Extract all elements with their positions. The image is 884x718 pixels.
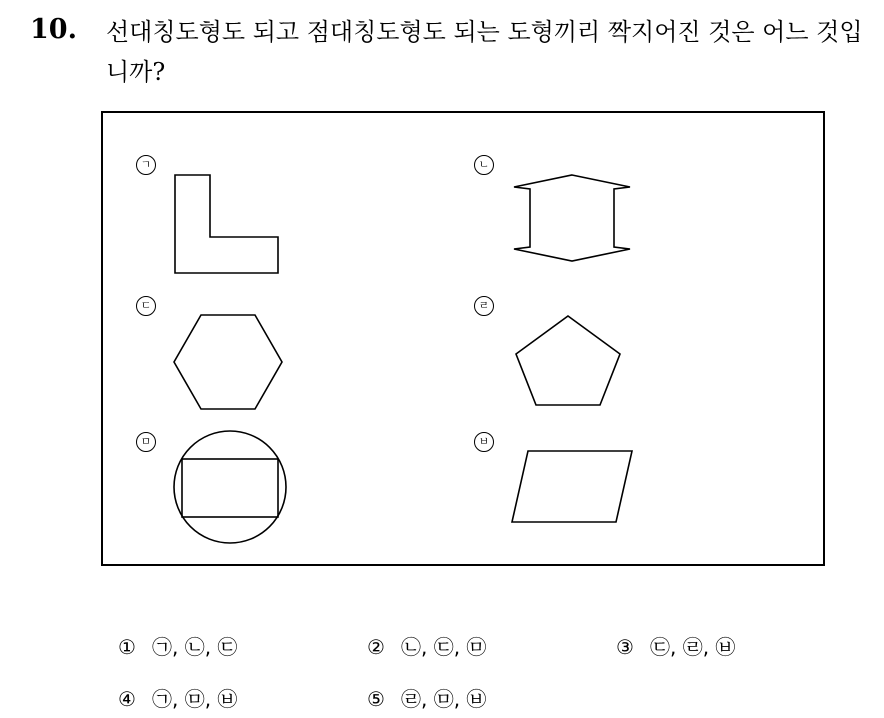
figure-label-e: ㅁ	[136, 432, 156, 452]
choice-number: ③	[616, 635, 634, 659]
choice-3[interactable]	[616, 634, 735, 660]
figure-label-c: ㄷ	[136, 296, 156, 316]
figure-label-b: ㄴ	[474, 155, 494, 175]
question-text: 선대칭도형도 되고 점대칭도형도 되는 도형끼리 짝지어진 것은 어느 것입니까?	[106, 18, 863, 86]
choice-number: ②	[367, 635, 385, 659]
choice-1[interactable]	[118, 634, 237, 660]
choice-text: ㉠, ㉡, ㉢	[152, 635, 238, 659]
inscribed-rectangle-figure	[182, 459, 278, 517]
choice-number: ①	[118, 635, 136, 659]
figure-box	[101, 111, 825, 566]
choice-text: ㉢, ㉣, ㉥	[650, 635, 736, 659]
l-shape-figure	[175, 175, 278, 273]
choice-5[interactable]	[367, 686, 486, 712]
choice-2[interactable]	[367, 634, 486, 660]
question-number: 10.	[30, 14, 77, 45]
choice-number: ④	[118, 687, 136, 711]
figure-label-a: ㄱ	[136, 155, 156, 175]
pentagon-figure	[516, 316, 620, 405]
arrow-hexagon-figure	[514, 175, 630, 261]
figure-label-f: ㅂ	[474, 432, 494, 452]
choice-text: ㉡, ㉢, ㉤	[401, 635, 487, 659]
choice-4[interactable]	[118, 686, 237, 712]
circle-figure	[174, 431, 286, 543]
hexagon-figure	[174, 315, 282, 409]
figure-label-d: ㄹ	[474, 296, 494, 316]
figures-drawing	[103, 113, 823, 564]
choice-number: ⑤	[367, 687, 385, 711]
parallelogram-figure	[512, 451, 632, 522]
choice-text: ㉣, ㉤, ㉥	[401, 687, 487, 711]
choice-text: ㉠, ㉤, ㉥	[152, 687, 238, 711]
